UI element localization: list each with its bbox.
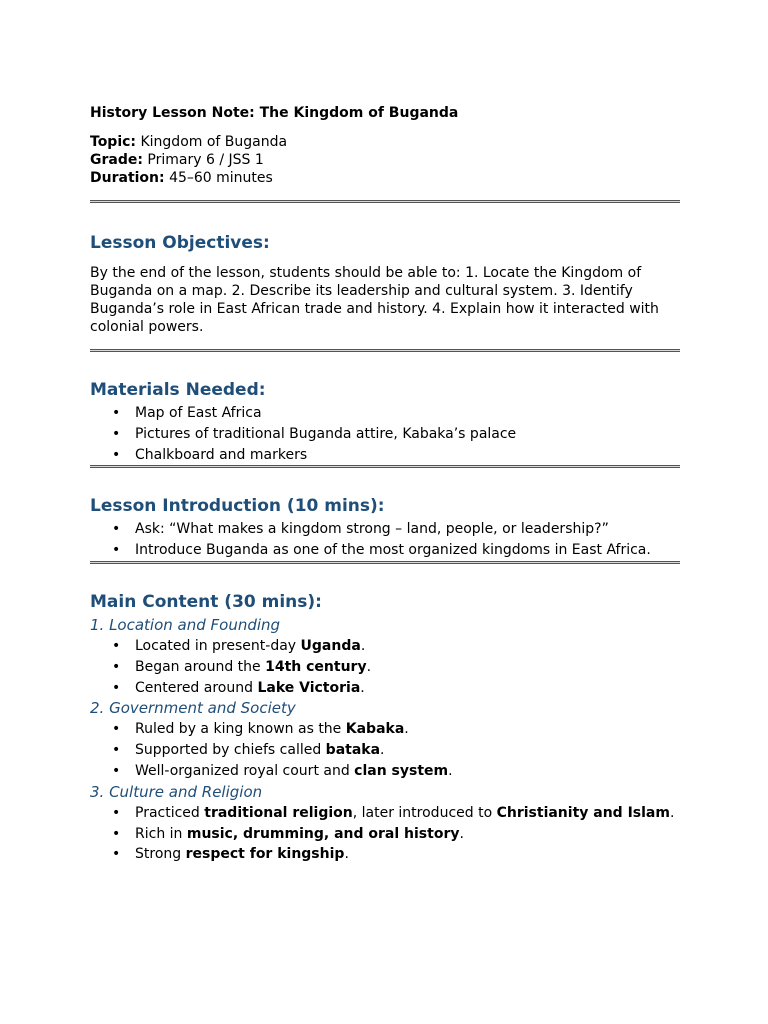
objectives-heading: Lesson Objectives: (90, 233, 270, 253)
list-item: • Map of East Africa (90, 404, 680, 422)
meta-topic (90, 133, 680, 151)
government-list (90, 720, 680, 780)
list-item: • Chalkboard and markers (90, 446, 680, 464)
document-content (90, 104, 680, 866)
list-item: • Supported by chiefs called bataka. (90, 741, 680, 759)
meta-topic-label: Topic: (90, 134, 137, 150)
subsection-title-culture: 3. Culture and Religion (90, 782, 263, 801)
section-divider (90, 561, 680, 564)
meta-grade-label: Grade: (90, 152, 143, 168)
location-list (90, 637, 680, 697)
materials-list (90, 404, 680, 464)
introduction-list (90, 520, 680, 559)
list-item: • Ruled by a king known as the Kabaka. (90, 720, 680, 738)
subsection-title-location: 1. Location and Founding (90, 615, 281, 634)
meta-block (90, 133, 680, 187)
document-title: History Lesson Note: The Kingdom of Buganda (90, 105, 459, 121)
main-content-heading: Main Content (30 mins): (90, 591, 322, 612)
list-item: • Located in present-day Uganda. (90, 637, 680, 655)
list-item: • Began around the 14th century. (90, 658, 680, 676)
list-item: • Well-organized royal court and clan system. (90, 762, 680, 780)
objectives-text: By the end of the lesson, students should be able to: 1. Locate the Kingdom of Buganda on a map. 2. Describe its leadership and cultural system. 3. Identify Buganda’s role in East African trade and history. 4. Explain how it interacted with colonial powers. (90, 265, 659, 335)
list-item: • Strong respect for kingship. (90, 845, 680, 863)
list-item: • Centered around Lake Victoria. (90, 679, 680, 697)
meta-duration (90, 169, 680, 187)
materials-heading: Materials Needed: (90, 380, 266, 400)
meta-topic-value: Kingdom of Buganda (136, 134, 288, 150)
meta-grade (90, 151, 680, 169)
list-item: • Introduce Buganda as one of the most organized kingdoms in East Africa. (90, 541, 680, 559)
meta-duration-label: Duration: (90, 170, 165, 186)
list-item: • Rich in music, drumming, and oral history. (90, 825, 680, 843)
section-divider (90, 465, 680, 468)
introduction-heading: Lesson Introduction (10 mins): (90, 496, 385, 517)
list-item: • Ask: “What makes a kingdom strong – land, people, or leadership?” (90, 520, 680, 538)
section-divider (90, 349, 680, 352)
list-item: • Pictures of traditional Buganda attire, Kabaka’s palace (90, 425, 680, 443)
list-item: • Practiced traditional religion, later introduced to Christianity and Islam. (90, 804, 680, 822)
subsection-title-government: 2. Government and Society (90, 699, 296, 718)
culture-list (90, 804, 680, 864)
section-divider (90, 200, 680, 203)
meta-duration-value: 45–60 minutes (164, 170, 273, 186)
meta-grade-value: Primary 6 / JSS 1 (142, 152, 264, 168)
